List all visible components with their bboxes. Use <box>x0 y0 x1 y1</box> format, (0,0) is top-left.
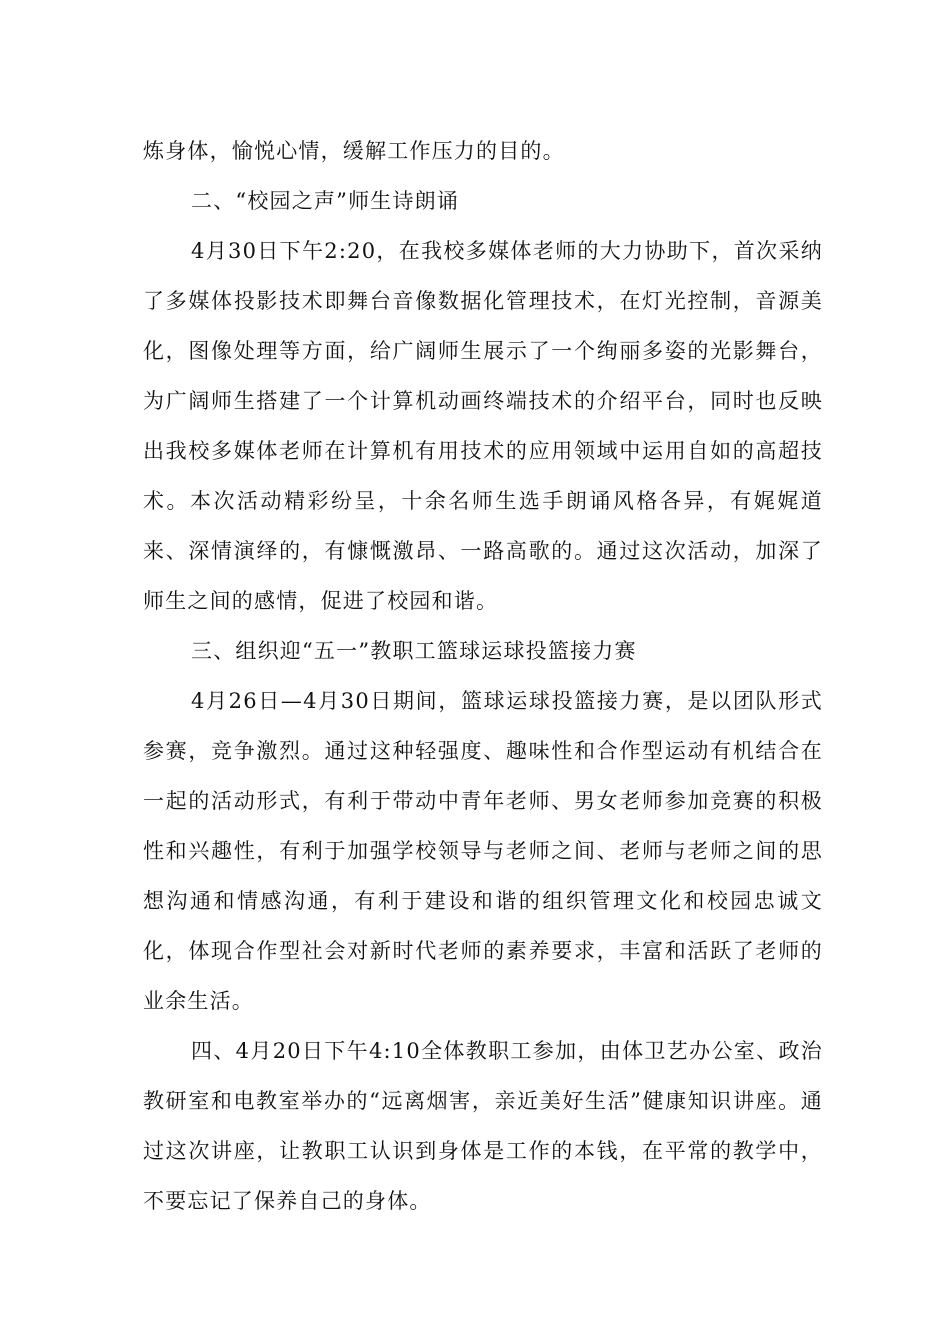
document-body <box>143 126 823 1226</box>
paragraph-continuation: 炼身体，愉悦心情，缓解工作压力的目的。 <box>143 139 565 163</box>
section-heading-basketball-relay: 三、组织迎“五一”教职工篮球运球投篮接力赛 <box>191 639 637 663</box>
section-heading-poetry-recital: 二、“校园之声”师生诗朗诵 <box>191 189 460 213</box>
paragraph-poetry-recital: 4月30日下午2:20，在我校多媒体老师的大力协助下，首次采纳了多媒体投影技术即舞台音像数据化管理技术，在灯光控制，音源美化，图像处理等方面，给广阔师生展示了一个绚丽多姿的光影舞台，为广阔师生搭建了一个计算机动画终端技术的介绍平台，同时也反映出我校多媒体老师在计算机有用技术的应用领域中运用自如的高超技术。本次活动精彩纷呈，十余名师生选手朗诵风格各异，有娓娓道来、深情演绎的，有慷慨激昂、一路高歌的。通过这次活动，加深了师生之间的感情，促进了校园和谐。 <box>143 239 823 613</box>
paragraph-health-lecture: 四、4月20日下午4:10全体教职工参加，由体卫艺办公室、政治教研室和电教室举办的“远离烟害，亲近美好生活”健康知识讲座。通过这次讲座，让教职工认识到身体是工作的本钱，在平常的教学中，不要忘记了保养自己的身体。 <box>143 1039 823 1213</box>
paragraph-basketball-relay: 4月26日—4月30日期间，篮球运球投篮接力赛，是以团队形式参赛，竞争激烈。通过这种轻强度、趣味性和合作型运动有机结合在一起的活动形式，有利于带动中青年老师、男女老师参加竞赛的积极性和兴趣性，有利于加强学校领导与老师之间、老师与老师之间的思想沟通和情感沟通，有利于建设和谐的组织管理文化和校园忠诚文化，体现合作型社会对新时代老师的素养要求，丰富和活跃了老师的业余生活。 <box>143 689 823 1013</box>
